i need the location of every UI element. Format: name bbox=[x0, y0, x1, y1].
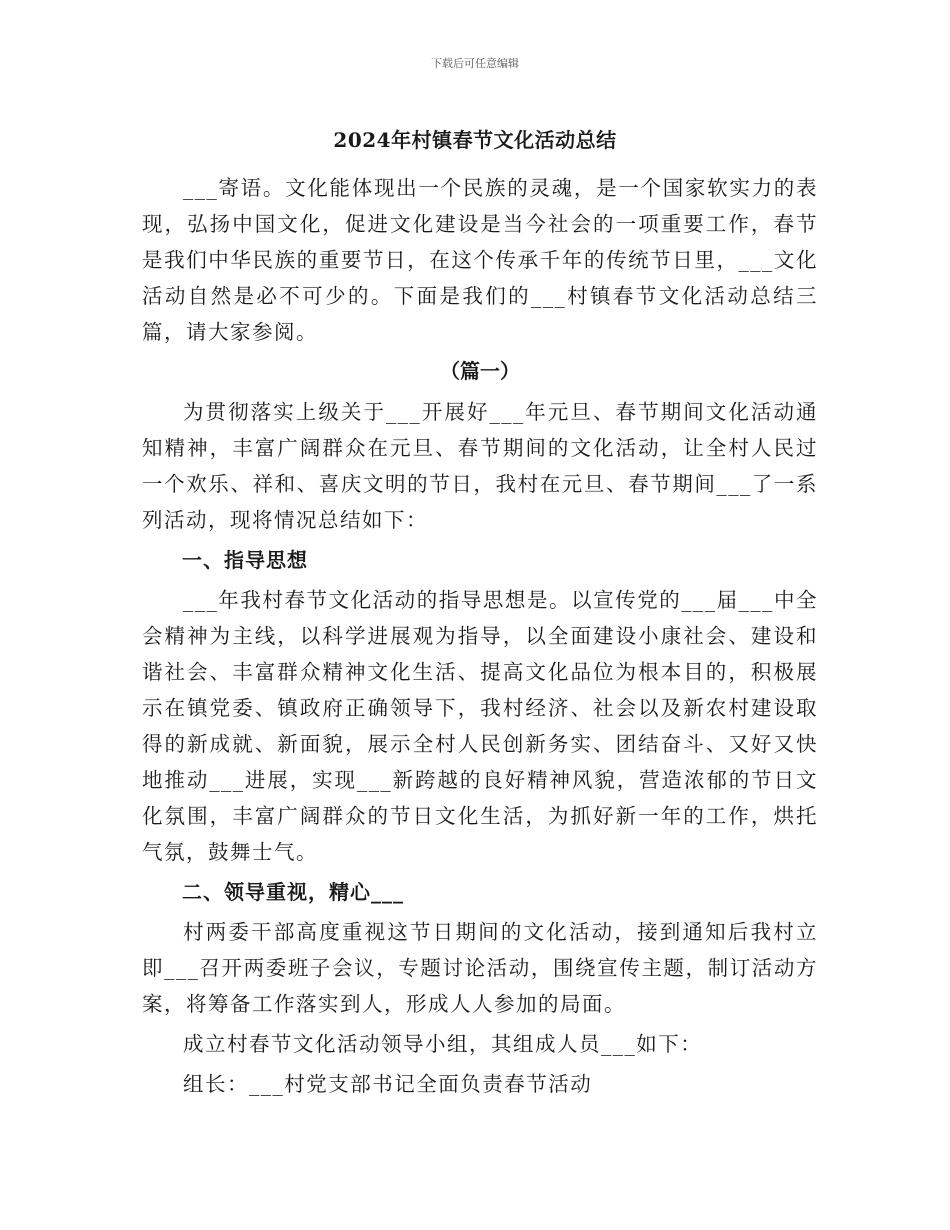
section1-paragraph: ___年我村春节文化活动的指导思想是。以宣传党的___届___中全会精神为主线，以科学进展观为指导，以全面建设小康社会、建设和谐社会、丰富群众精神文化生活、提高文化品位为根本目的，积极展示在镇党委、镇政府正确领导下，我村经济、社会以及新农村建设取得的新成就、新面貌，展示全村人民创新务实、团结奋斗、又好又快地推动___进展，实现___新跨越的良好精神风貌，营造浓郁的节日文化氛围，丰富广阔群众的节日文化生活，为抓好新一年的工作，烘托气氛，鼓舞士气。 bbox=[142, 588, 818, 864]
section1-heading: 一、指导思想 bbox=[182, 548, 308, 572]
part-one-label: （篇一） bbox=[440, 359, 520, 383]
section2-paragraph: 村两委干部高度重视这节日期间的文化活动，接到通知后我村立即___召开两委班子会议，专题讨论活动，围绕宣传主题，制订活动方案，将筹备工作落实到人，形成人人参加的局面。 bbox=[142, 920, 818, 1016]
header-note: 下载后可任意编辑 bbox=[431, 57, 519, 70]
group-intro-paragraph: 成立村春节文化活动领导小组，其组成人员___如下： bbox=[183, 1032, 703, 1056]
part-one-opening: 为贯彻落实上级关于___开展好___年元旦、春节期间文化活动通知精神，丰富广阔群众在元旦、春节期间的文化活动，让全村人民过一个欢乐、祥和、喜庆文明的节日，我村在元旦、春节期间___了一系列活动，现将情况总结如下： bbox=[142, 400, 818, 532]
section2-heading: 二、领导重视，精心___ bbox=[182, 880, 404, 904]
group-leader-paragraph: 组长：___村党支部书记全面负责春节活动 bbox=[183, 1072, 593, 1096]
intro-paragraph: ___寄语。文化能体现出一个民族的灵魂，是一个国家软实力的表现，弘扬中国文化，促进文化建设是当今社会的一项重要工作，春节是我们中华民族的重要节日，在这个传承千年的传统节日里，___文化活动自然是必不可少的。下面是我们的___村镇春节文化活动总结三篇，请大家参阅。 bbox=[142, 176, 818, 344]
document-body bbox=[142, 170, 818, 1102]
document-title: 2024年村镇春节文化活动总结 bbox=[333, 128, 617, 152]
